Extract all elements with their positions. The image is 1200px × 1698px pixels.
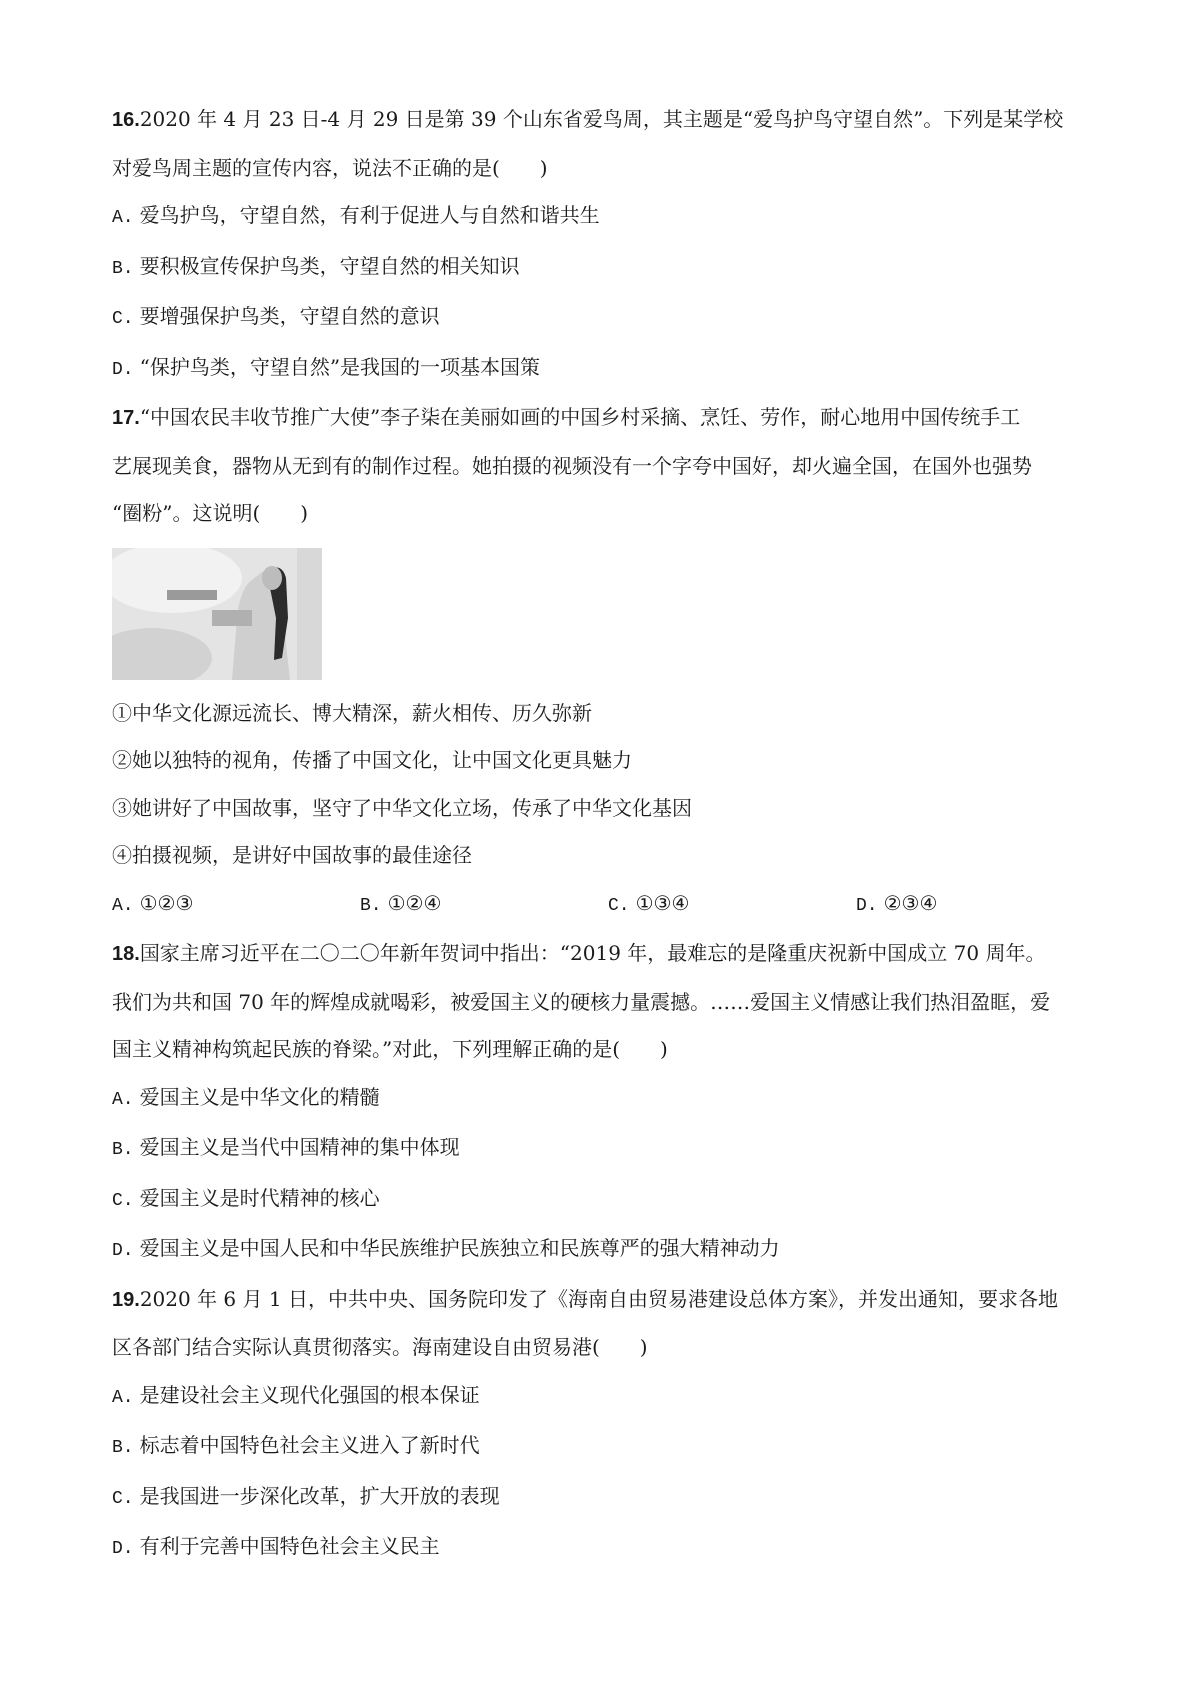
option-label: B. <box>360 895 382 916</box>
stem-line: 国主义精神构筑起民族的脊梁。”对此，下列理解正确的是( ) <box>112 1037 668 1061</box>
option-label: C. <box>112 1190 134 1211</box>
question-16 <box>112 96 1104 394</box>
stem-line: 艺展现美食，器物从无到有的制作过程。她拍摄的视频没有一个字夸中国好，却火遍全国，在国外也强势 <box>112 453 1032 478</box>
option-text: ②③④ <box>883 890 938 915</box>
statement-1: ①中华文化源远流长、博大精深，薪火相传、历久弥新 <box>112 700 592 725</box>
stem-line <box>112 394 1104 443</box>
option-d <box>112 344 1104 395</box>
option-text: ①③④ <box>635 890 690 915</box>
stem-text: 2020 年 6 月 1 日，中共中央、国务院印发了《海南自由贸易港建设总体方案》，并发出通知，要求各地 <box>139 1286 1058 1311</box>
stem-line <box>112 930 1104 979</box>
option-a <box>112 1074 1104 1125</box>
question-17-photo-wrap <box>112 538 1104 690</box>
option-text: 是建设社会主义现代化强国的根本保证 <box>139 1382 480 1407</box>
stem-line: 对爱鸟周主题的宣传内容，说法不正确的是( ) <box>112 155 548 180</box>
option-text: 爱鸟护鸟，守望自然，有利于促进人与自然和谐共生 <box>139 203 600 227</box>
option-text: 爱国主义是中华文化的精髓 <box>139 1084 380 1109</box>
option-text: “保护鸟类，守望自然”是我国的一项基本国策 <box>139 354 541 379</box>
option-label: B. <box>112 1140 134 1160</box>
option-b <box>112 1124 1104 1175</box>
choice-row <box>112 880 1104 931</box>
stem-line <box>112 1276 1104 1325</box>
question-16-stem <box>112 96 1104 192</box>
stem-line: 我们为共和国 70 年的辉煌成就喝彩，被爱国主义的硬核力量震撼。……爱国主义情感让我们热泪盈眶，爱 <box>112 989 1051 1014</box>
question-17-stem <box>112 394 1104 538</box>
option-text: 有利于完善中国特色社会主义民主 <box>139 1534 440 1558</box>
option-d <box>112 1523 1104 1574</box>
option-a <box>112 1372 1104 1423</box>
option-label: D. <box>112 1241 134 1261</box>
option-b <box>112 243 1104 294</box>
stem-text: 2020 年 4 月 23 日-4 月 29 日是第 39 个山东省爱鸟周，其主题是“爱鸟护鸟守望自然”。下列是某学校 <box>139 107 1064 131</box>
question-number: 17. <box>112 407 140 429</box>
option-text: 要增强保护鸟类，守望自然的意识 <box>139 304 440 328</box>
question-19-stem <box>112 1276 1104 1372</box>
choice-a <box>112 880 360 931</box>
statement-2: ②她以独特的视角，传播了中国文化，让中国文化更具魅力 <box>112 748 632 772</box>
question-number: 19. <box>112 1288 140 1311</box>
option-text: 标志着中国特色社会主义进入了新时代 <box>139 1433 480 1457</box>
option-a <box>112 192 1104 243</box>
option-c <box>112 1175 1104 1226</box>
option-label: B. <box>112 258 134 279</box>
option-label: B. <box>112 1438 134 1458</box>
option-label: A. <box>112 1387 134 1408</box>
choice-d <box>856 880 1104 931</box>
stem-line: 区各部门结合实际认真贯彻落实。海南建设自由贸易港( ) <box>112 1335 648 1359</box>
choice-c <box>608 880 856 931</box>
photo-illustration <box>112 548 322 680</box>
option-text: ①②④ <box>387 890 442 915</box>
option-text: 要积极宣传保护鸟类，守望自然的相关知识 <box>139 253 520 278</box>
option-c <box>112 293 1104 344</box>
option-label: C. <box>608 895 630 916</box>
statement-4: ④拍摄视频，是讲好中国故事的最佳途径 <box>112 843 472 867</box>
woman-photo-image <box>112 548 322 680</box>
question-number: 16. <box>112 109 140 131</box>
option-label: D. <box>856 895 878 916</box>
option-label: A. <box>112 208 134 228</box>
option-label: A. <box>112 895 134 916</box>
choice-b <box>360 880 608 931</box>
option-label: D. <box>112 1539 134 1559</box>
question-17 <box>112 394 1104 930</box>
option-label: D. <box>112 359 134 380</box>
option-label: C. <box>112 309 134 329</box>
stem-line <box>112 96 1104 145</box>
question-18-stem <box>112 930 1104 1074</box>
stem-line: “圈粉”。这说明( ) <box>112 501 309 525</box>
question-18 <box>112 930 1104 1276</box>
option-d <box>112 1225 1104 1276</box>
option-label: C. <box>112 1488 134 1509</box>
option-c <box>112 1473 1104 1524</box>
option-label: A. <box>112 1089 134 1110</box>
option-text: 爱国主义是时代精神的核心 <box>139 1185 380 1210</box>
exam-content <box>112 96 1104 1574</box>
stem-text: 国家主席习近平在二〇二〇年新年贺词中指出：“2019 年，最难忘的是隆重庆祝新中国成立 70 周年。 <box>139 941 1046 965</box>
option-text: 爱国主义是当代中国精神的集中体现 <box>139 1135 460 1159</box>
question-number: 18. <box>112 943 140 965</box>
option-text: 爱国主义是中国人民和中华民族维护民族独立和民族尊严的强大精神动力 <box>139 1236 780 1260</box>
question-19 <box>112 1276 1104 1574</box>
option-text: 是我国进一步深化改革，扩大开放的表现 <box>139 1483 500 1508</box>
stem-text: “中国农民丰收节推广大使”李子柒在美丽如画的中国乡村采摘、烹饪、劳作，耐心地用中国传统手工 <box>139 405 1021 429</box>
option-text: ①②③ <box>139 890 194 915</box>
option-b <box>112 1422 1104 1473</box>
statement-3: ③她讲好了中国故事，坚守了中华文化立场，传承了中华文化基因 <box>112 795 692 820</box>
